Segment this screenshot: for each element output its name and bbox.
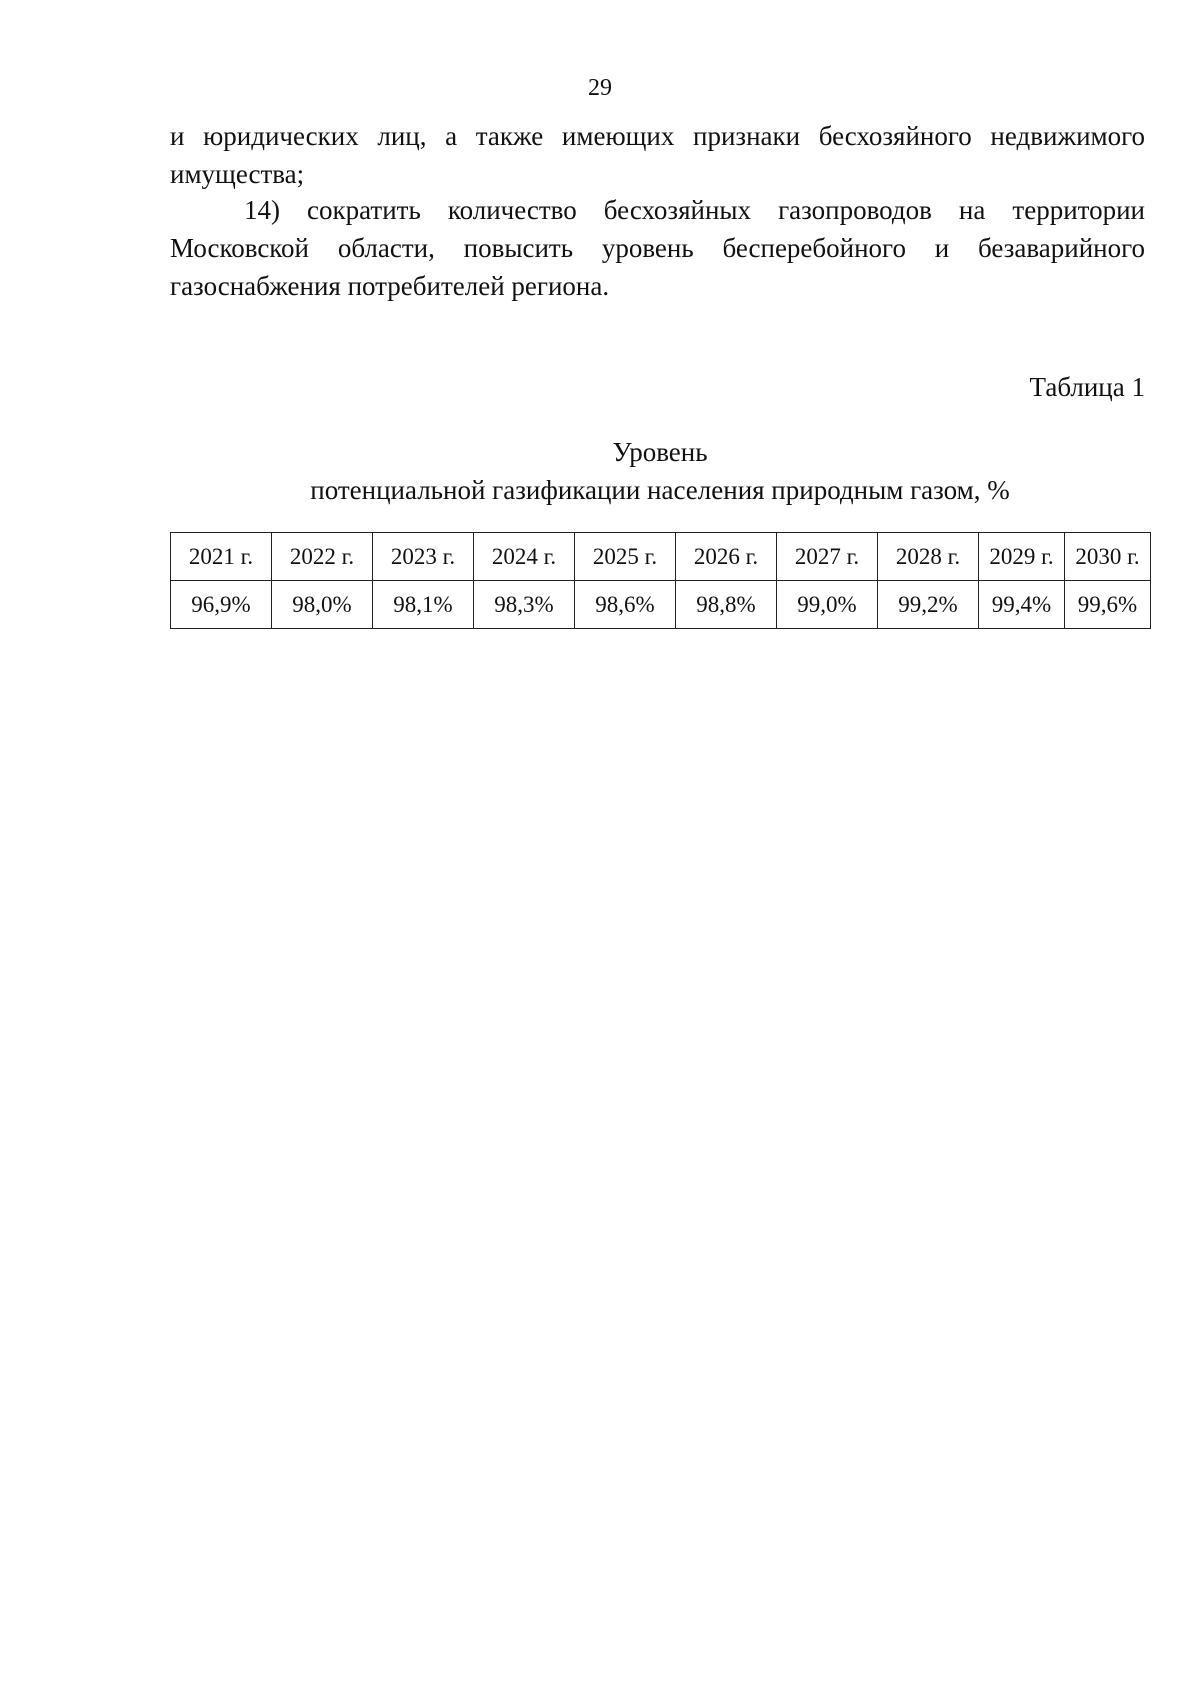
table-header-row bbox=[171, 533, 1151, 581]
table-title-line-2: потенциальной газификации населения природным газом, % bbox=[310, 475, 1010, 505]
year-cell: 2023 г. bbox=[373, 533, 474, 581]
value-cell: 98,0% bbox=[272, 581, 373, 629]
year-cell: 2029 г. bbox=[979, 533, 1065, 581]
paragraph-item-14: 14) сократить количество бесхозяйных газопроводов на территории Московской области, повысить уровень бесперебойного и безаварийного газоснабжения потребителей региона. bbox=[170, 195, 1145, 301]
table-title bbox=[0, 433, 1200, 509]
year-cell: 2030 г. bbox=[1065, 533, 1151, 581]
table-value-row bbox=[171, 581, 1151, 629]
year-cell: 2028 г. bbox=[878, 533, 979, 581]
value-cell: 96,9% bbox=[171, 581, 272, 629]
table-title-line-1: Уровень bbox=[612, 437, 708, 467]
table-caption: Таблица 1 bbox=[1029, 372, 1145, 402]
year-cell: 2026 г. bbox=[676, 533, 777, 581]
value-cell: 99,4% bbox=[979, 581, 1065, 629]
gasification-table bbox=[170, 532, 1151, 629]
paragraph-continuation: и юридических лиц, а также имеющих признаки бесхозяйного недвижимого имущества; bbox=[170, 121, 1145, 189]
year-cell: 2024 г. bbox=[474, 533, 575, 581]
value-cell: 98,3% bbox=[474, 581, 575, 629]
value-cell: 98,8% bbox=[676, 581, 777, 629]
year-cell: 2021 г. bbox=[171, 533, 272, 581]
year-cell: 2025 г. bbox=[575, 533, 676, 581]
value-cell: 98,1% bbox=[373, 581, 474, 629]
value-cell: 99,2% bbox=[878, 581, 979, 629]
year-cell: 2027 г. bbox=[777, 533, 878, 581]
value-cell: 98,6% bbox=[575, 581, 676, 629]
value-cell: 99,6% bbox=[1065, 581, 1151, 629]
year-cell: 2022 г. bbox=[272, 533, 373, 581]
value-cell: 99,0% bbox=[777, 581, 878, 629]
page-number: 29 bbox=[588, 75, 612, 101]
